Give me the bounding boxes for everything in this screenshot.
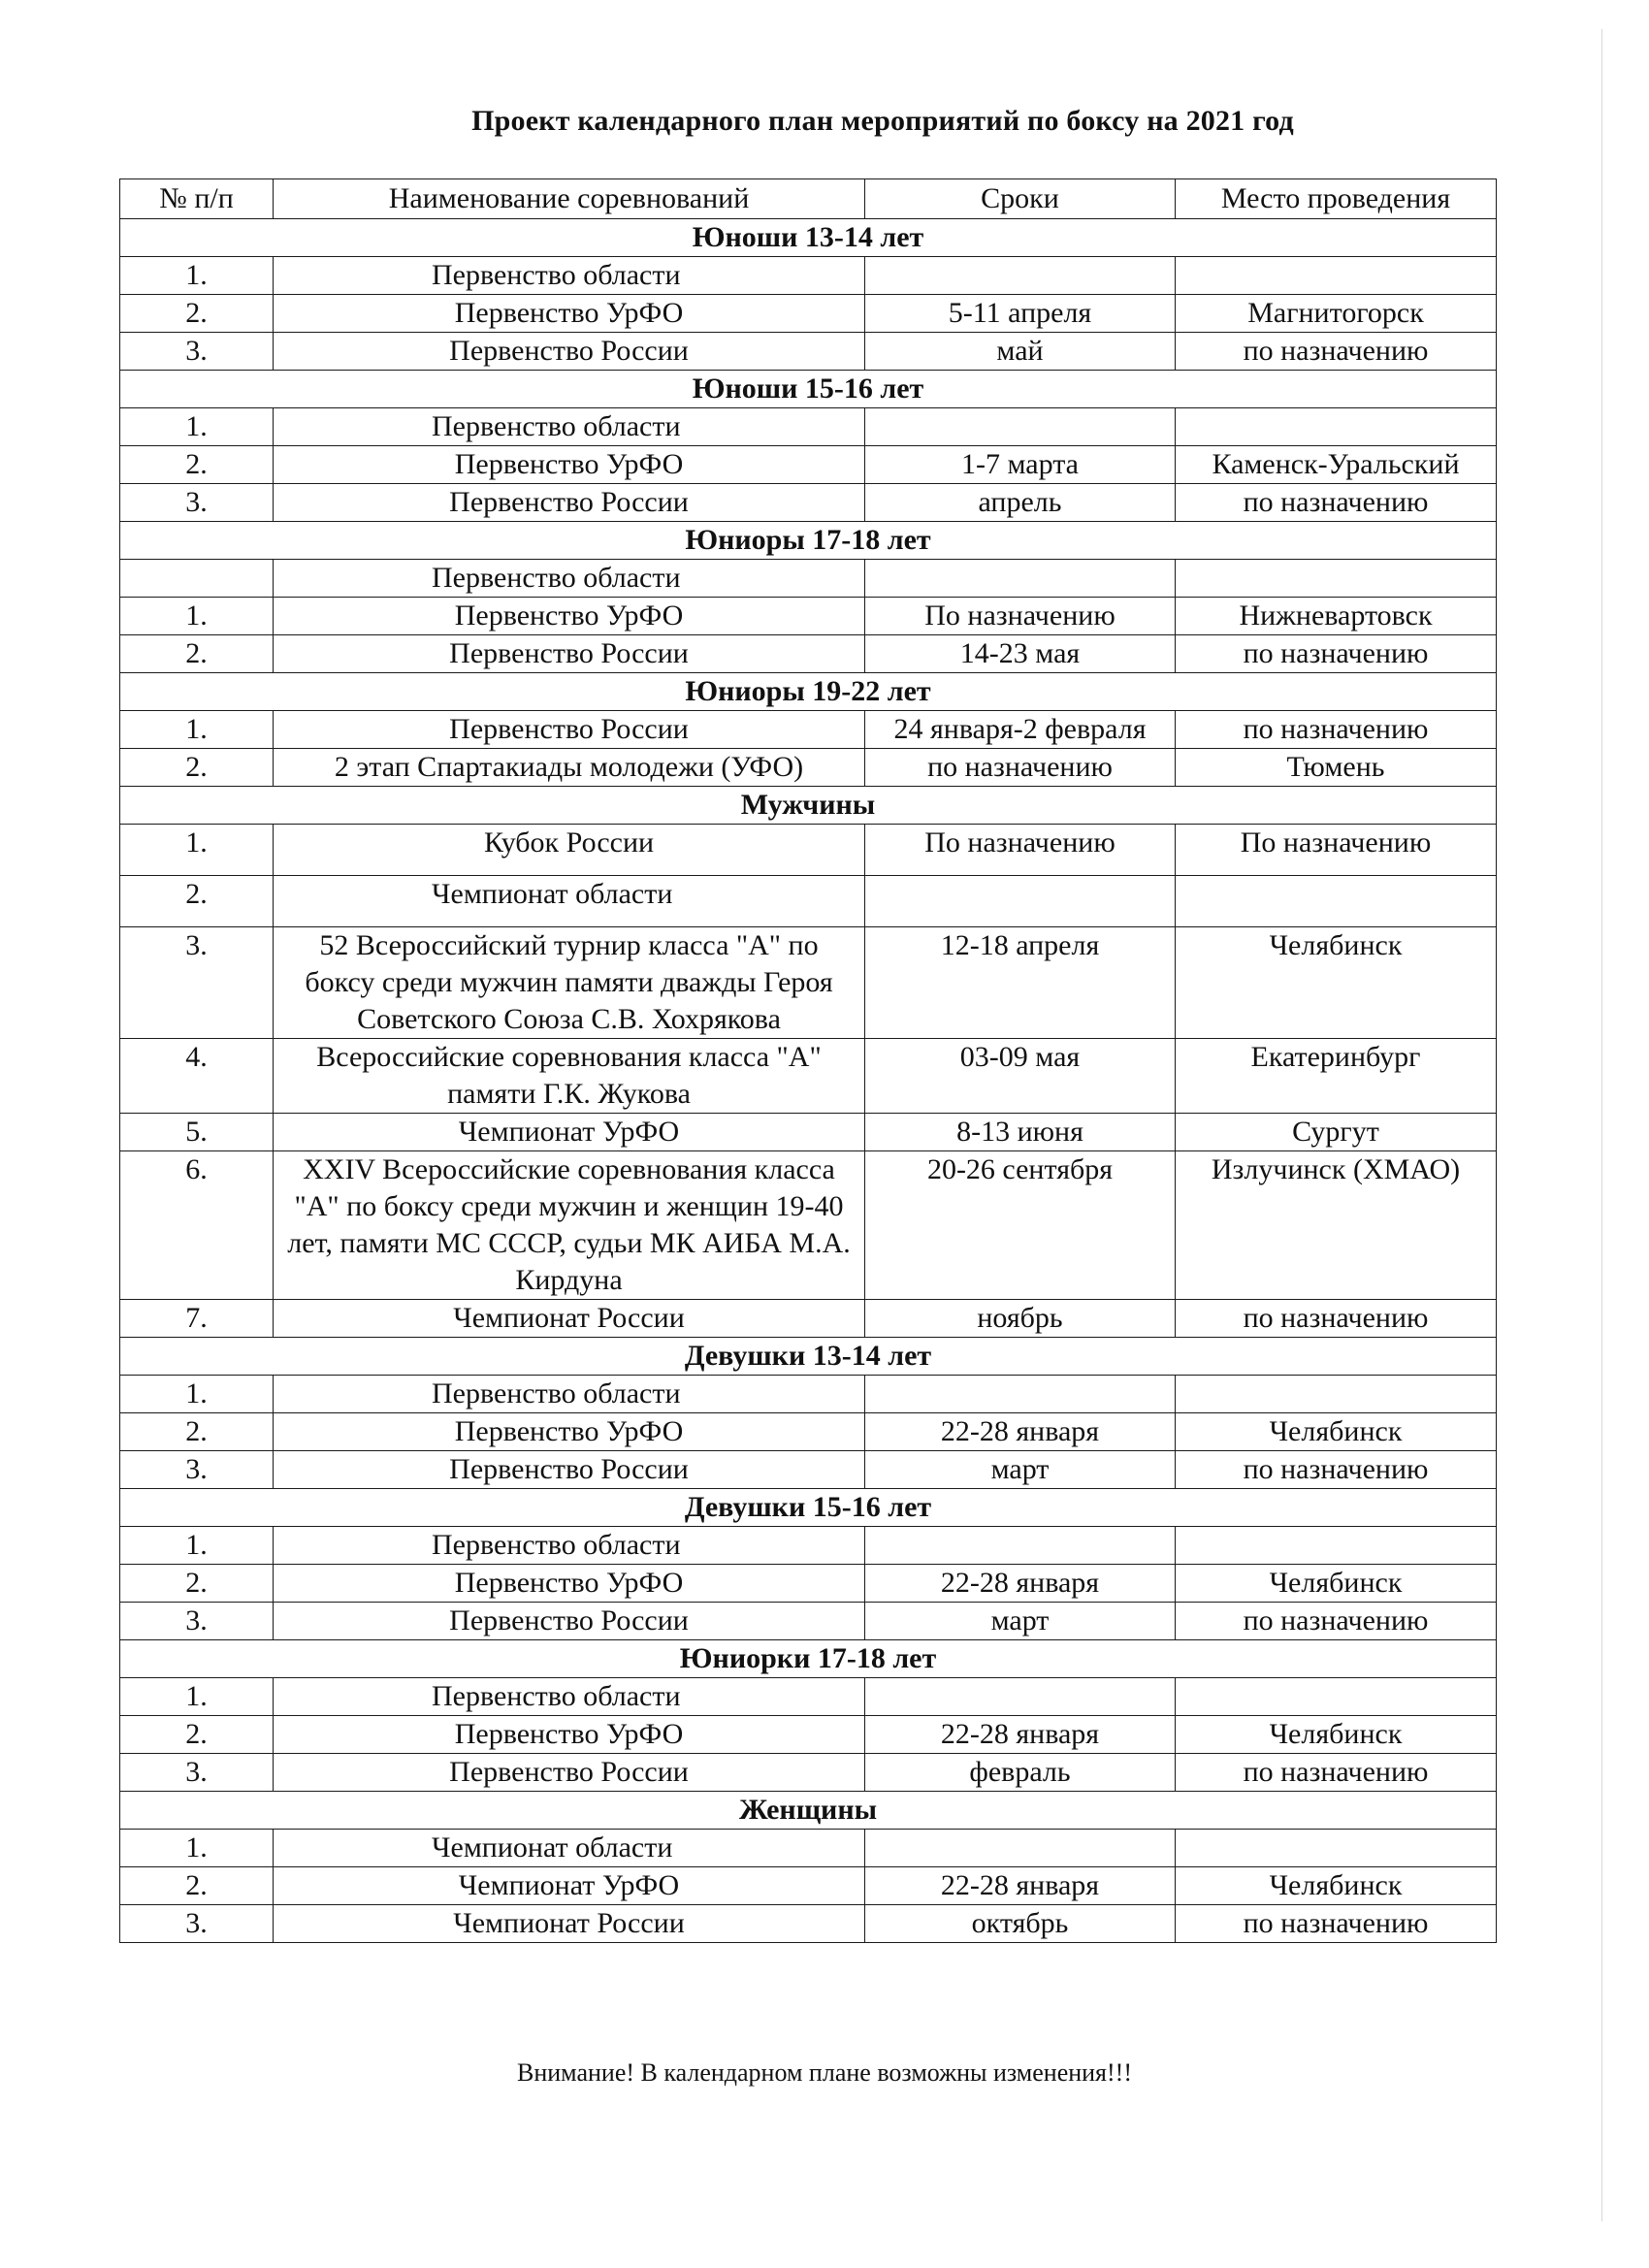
cell-competition-name: 2 этап Спартакиады молодежи (УФО)	[274, 749, 865, 787]
cell-location: Магнитогорск	[1176, 295, 1497, 333]
header-dates: Сроки	[865, 179, 1176, 219]
section-row	[120, 522, 1497, 560]
cell-dates: 1-7 марта	[865, 446, 1176, 484]
cell-number: 2.	[120, 876, 274, 927]
cell-location: По назначению	[1176, 825, 1497, 876]
cell-competition-name: Первенство УрФО	[274, 598, 865, 635]
cell-dates	[865, 1527, 1176, 1565]
table-row	[120, 295, 1497, 333]
cell-number: 1.	[120, 1830, 274, 1867]
section-label: Мужчины	[120, 787, 1497, 825]
table-row	[120, 1716, 1497, 1754]
cell-dates: 14-23 мая	[865, 635, 1176, 673]
table-row	[120, 1413, 1497, 1451]
section-row	[120, 787, 1497, 825]
cell-competition-name: Первенство области	[274, 1527, 865, 1565]
cell-dates: апрель	[865, 484, 1176, 522]
cell-dates: 22-28 января	[865, 1867, 1176, 1905]
section-row	[120, 1338, 1497, 1376]
table-row	[120, 560, 1497, 598]
cell-competition-name: Первенство области	[274, 1376, 865, 1413]
cell-location	[1176, 408, 1497, 446]
cell-number: 2.	[120, 1716, 274, 1754]
table-header-row	[120, 179, 1497, 219]
cell-dates: 22-28 января	[865, 1413, 1176, 1451]
cell-dates	[865, 1678, 1176, 1716]
cell-location: Челябинск	[1176, 1413, 1497, 1451]
header-competition-name: Наименование соревнований	[274, 179, 865, 219]
cell-competition-name: Первенство России	[274, 484, 865, 522]
table-row	[120, 1603, 1497, 1640]
table-row	[120, 598, 1497, 635]
cell-dates: 22-28 января	[865, 1716, 1176, 1754]
table-body	[120, 219, 1497, 1943]
cell-dates: По назначению	[865, 825, 1176, 876]
section-label: Женщины	[120, 1792, 1497, 1830]
table-row	[120, 1114, 1497, 1151]
cell-number: 2.	[120, 635, 274, 673]
cell-number: 2.	[120, 1565, 274, 1603]
cell-number: 1.	[120, 408, 274, 446]
cell-number: 1.	[120, 825, 274, 876]
document-title: Проект календарного план мероприятий по боксу на 2021 год	[471, 105, 1294, 137]
table-row	[120, 257, 1497, 295]
cell-dates: По назначению	[865, 598, 1176, 635]
events-table	[119, 178, 1497, 1943]
cell-location: по назначению	[1176, 1905, 1497, 1943]
cell-location: Сургут	[1176, 1114, 1497, 1151]
cell-location: по назначению	[1176, 711, 1497, 749]
cell-number: 1.	[120, 1678, 274, 1716]
section-label: Юниоры 19-22 лет	[120, 673, 1497, 711]
cell-dates: 12-18 апреля	[865, 927, 1176, 1039]
cell-competition-name: XXIV Всероссийские соревнования класса "А" по боксу среди мужчин и женщин 19-40 лет, памяти МС СССР, судьи МК АИБА М.А. Кирдуна	[274, 1151, 865, 1300]
section-row	[120, 219, 1497, 257]
cell-dates	[865, 257, 1176, 295]
cell-location: по назначению	[1176, 635, 1497, 673]
cell-location: Челябинск	[1176, 1565, 1497, 1603]
cell-dates: 22-28 января	[865, 1565, 1176, 1603]
cell-competition-name: Первенство области	[274, 560, 865, 598]
table-row	[120, 1527, 1497, 1565]
cell-dates: март	[865, 1603, 1176, 1640]
page-edge-line	[1601, 29, 1602, 2221]
cell-number: 3.	[120, 484, 274, 522]
cell-dates: 8-13 июня	[865, 1114, 1176, 1151]
cell-competition-name: Чемпионат области	[274, 876, 865, 927]
cell-dates: октябрь	[865, 1905, 1176, 1943]
table-row	[120, 1451, 1497, 1489]
cell-location: по назначению	[1176, 1754, 1497, 1792]
cell-dates: 03-09 мая	[865, 1039, 1176, 1114]
cell-location: по назначению	[1176, 1300, 1497, 1338]
cell-dates	[865, 408, 1176, 446]
section-label: Юниоры 17-18 лет	[120, 522, 1497, 560]
cell-dates: март	[865, 1451, 1176, 1489]
cell-location: Челябинск	[1176, 1867, 1497, 1905]
cell-number: 3.	[120, 1905, 274, 1943]
cell-location: по назначению	[1176, 484, 1497, 522]
cell-number: 1.	[120, 1527, 274, 1565]
cell-dates: февраль	[865, 1754, 1176, 1792]
cell-competition-name: Первенство области	[274, 408, 865, 446]
cell-location	[1176, 1678, 1497, 1716]
cell-dates	[865, 1376, 1176, 1413]
cell-location	[1176, 1527, 1497, 1565]
cell-dates: 5-11 апреля	[865, 295, 1176, 333]
section-label: Юноши 15-16 лет	[120, 371, 1497, 408]
table-row	[120, 711, 1497, 749]
table-row	[120, 1830, 1497, 1867]
section-label: Девушки 15-16 лет	[120, 1489, 1497, 1527]
cell-number: 2.	[120, 295, 274, 333]
cell-location: Челябинск	[1176, 1716, 1497, 1754]
table-row	[120, 484, 1497, 522]
cell-location: Нижневартовск	[1176, 598, 1497, 635]
cell-number: 3.	[120, 1603, 274, 1640]
cell-competition-name: Первенство УрФО	[274, 446, 865, 484]
cell-location: по назначению	[1176, 1603, 1497, 1640]
table-row	[120, 1867, 1497, 1905]
cell-competition-name: Всероссийские соревнования класса "А" памяти Г.К. Жукова	[274, 1039, 865, 1114]
cell-competition-name: Первенство России	[274, 1451, 865, 1489]
cell-competition-name: Чемпионат УрФО	[274, 1867, 865, 1905]
cell-competition-name: Первенство России	[274, 635, 865, 673]
cell-number: 1.	[120, 257, 274, 295]
table-row	[120, 635, 1497, 673]
cell-location: Челябинск	[1176, 927, 1497, 1039]
cell-competition-name: Первенство УрФО	[274, 1716, 865, 1754]
table-row	[120, 1300, 1497, 1338]
header-number: № п/п	[120, 179, 274, 219]
cell-number	[120, 560, 274, 598]
cell-location	[1176, 560, 1497, 598]
cell-number: 2.	[120, 749, 274, 787]
cell-number: 1.	[120, 598, 274, 635]
section-row	[120, 1640, 1497, 1678]
cell-location	[1176, 257, 1497, 295]
cell-number: 7.	[120, 1300, 274, 1338]
cell-competition-name: 52 Всероссийский турнир класса "А" по боксу среди мужчин памяти дважды Героя Советского Союза С.В. Хохрякова	[274, 927, 865, 1039]
cell-location: по назначению	[1176, 1451, 1497, 1489]
cell-dates: май	[865, 333, 1176, 371]
cell-competition-name: Первенство УрФО	[274, 1565, 865, 1603]
table-row	[120, 446, 1497, 484]
cell-competition-name: Первенство УрФО	[274, 1413, 865, 1451]
cell-competition-name: Первенство УрФО	[274, 295, 865, 333]
cell-location	[1176, 1376, 1497, 1413]
table-row	[120, 333, 1497, 371]
section-label: Юниорки 17-18 лет	[120, 1640, 1497, 1678]
cell-location: по назначению	[1176, 333, 1497, 371]
cell-dates: по назначению	[865, 749, 1176, 787]
cell-competition-name: Первенство области	[274, 1678, 865, 1716]
cell-number: 3.	[120, 1754, 274, 1792]
cell-number: 3.	[120, 333, 274, 371]
table-row	[120, 927, 1497, 1039]
cell-competition-name: Первенство области	[274, 257, 865, 295]
cell-competition-name: Первенство России	[274, 711, 865, 749]
cell-number: 6.	[120, 1151, 274, 1300]
cell-number: 2.	[120, 1867, 274, 1905]
table-row	[120, 1039, 1497, 1114]
cell-dates	[865, 560, 1176, 598]
section-row	[120, 1489, 1497, 1527]
table-row	[120, 1678, 1497, 1716]
cell-competition-name: Первенство России	[274, 333, 865, 371]
cell-competition-name: Первенство России	[274, 1754, 865, 1792]
cell-location: Тюмень	[1176, 749, 1497, 787]
cell-number: 1.	[120, 1376, 274, 1413]
cell-dates: 20-26 сентября	[865, 1151, 1176, 1300]
table-row	[120, 1754, 1497, 1792]
cell-dates	[865, 876, 1176, 927]
cell-number: 2.	[120, 446, 274, 484]
section-label: Девушки 13-14 лет	[120, 1338, 1497, 1376]
cell-number: 3.	[120, 1451, 274, 1489]
section-row	[120, 673, 1497, 711]
footer-note: Внимание! В календарном плане возможны изменения!!!	[517, 2058, 1132, 2087]
table-row	[120, 1376, 1497, 1413]
table-row	[120, 408, 1497, 446]
table-row	[120, 1905, 1497, 1943]
cell-location	[1176, 1830, 1497, 1867]
cell-location: Каменск-Уральский	[1176, 446, 1497, 484]
header-location: Место проведения	[1176, 179, 1497, 219]
table-row	[120, 1565, 1497, 1603]
section-row	[120, 371, 1497, 408]
cell-location: Екатеринбург	[1176, 1039, 1497, 1114]
cell-number: 2.	[120, 1413, 274, 1451]
cell-location: Излучинск (ХМАО)	[1176, 1151, 1497, 1300]
cell-competition-name: Первенство России	[274, 1603, 865, 1640]
cell-competition-name: Кубок России	[274, 825, 865, 876]
cell-number: 1.	[120, 711, 274, 749]
cell-number: 4.	[120, 1039, 274, 1114]
cell-dates: 24 января-2 февраля	[865, 711, 1176, 749]
section-row	[120, 1792, 1497, 1830]
cell-competition-name: Чемпионат области	[274, 1830, 865, 1867]
cell-competition-name: Чемпионат УрФО	[274, 1114, 865, 1151]
cell-competition-name: Чемпионат России	[274, 1905, 865, 1943]
table-row	[120, 1151, 1497, 1300]
table-row	[120, 749, 1497, 787]
cell-competition-name: Чемпионат России	[274, 1300, 865, 1338]
cell-dates: ноябрь	[865, 1300, 1176, 1338]
cell-location	[1176, 876, 1497, 927]
section-label: Юноши 13-14 лет	[120, 219, 1497, 257]
cell-number: 5.	[120, 1114, 274, 1151]
cell-number: 3.	[120, 927, 274, 1039]
cell-dates	[865, 1830, 1176, 1867]
table-row	[120, 825, 1497, 876]
table-row	[120, 876, 1497, 927]
